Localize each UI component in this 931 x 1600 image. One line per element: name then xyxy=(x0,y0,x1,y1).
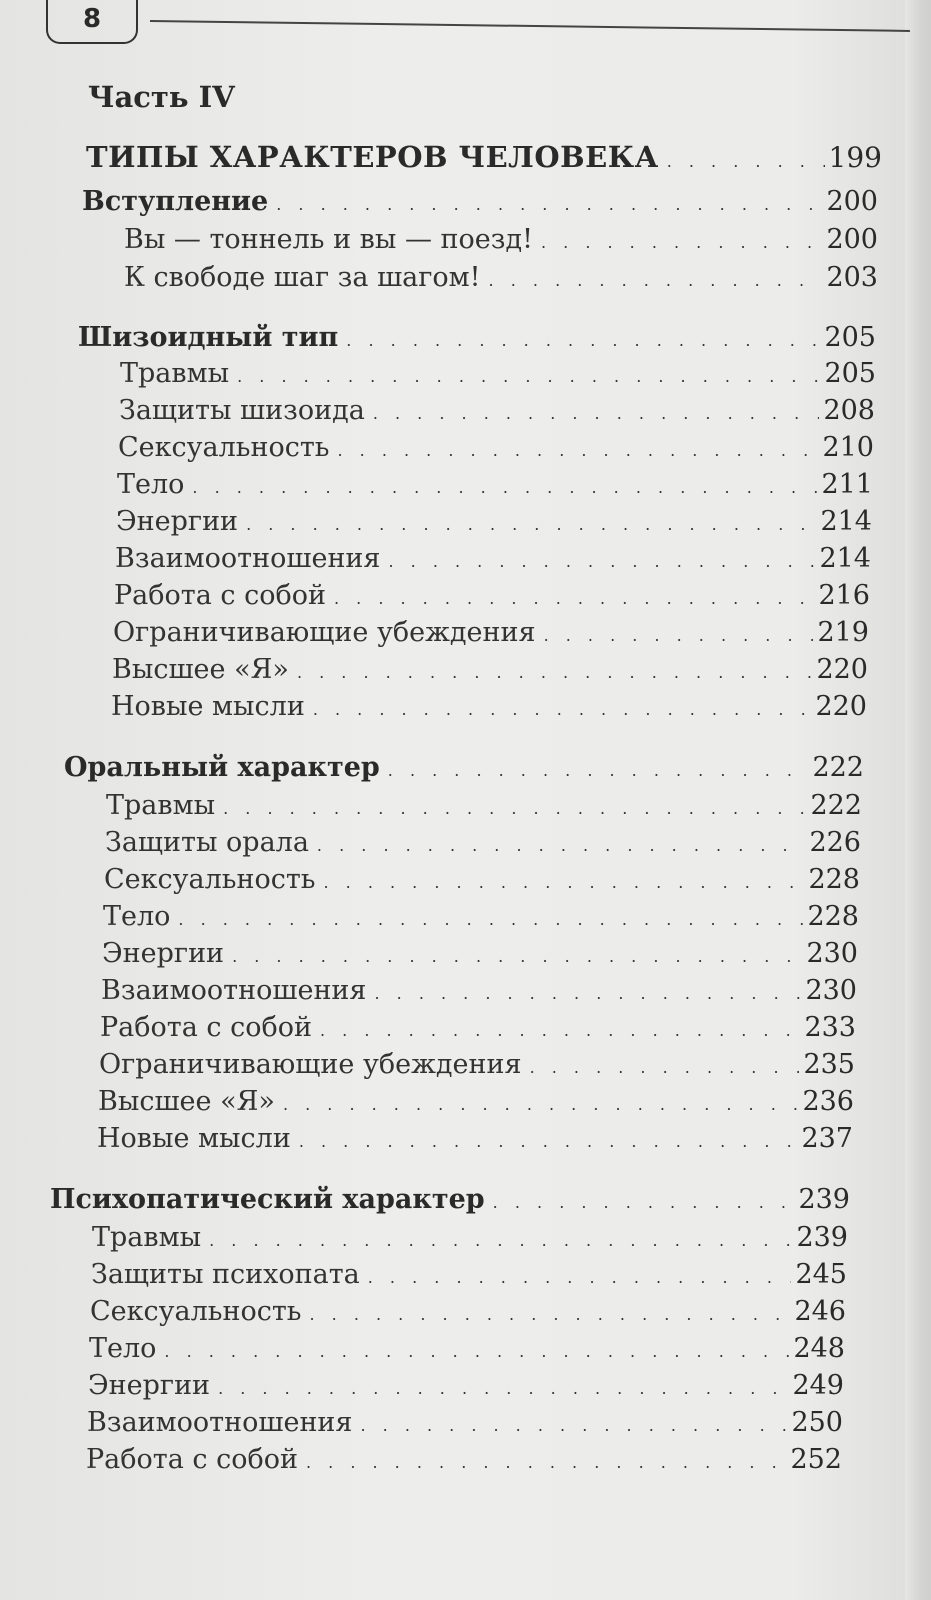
entry-label: Ограничивающие убеждения xyxy=(99,1049,522,1080)
leader-dots xyxy=(323,873,804,892)
entry-label: Работа с собой xyxy=(114,580,326,611)
entry-page: 226 xyxy=(809,827,861,858)
toc-entry[interactable] xyxy=(124,224,878,255)
toc-entry[interactable] xyxy=(114,580,870,611)
leader-dots xyxy=(489,271,823,290)
leader-dots xyxy=(388,552,815,571)
leader-dots xyxy=(320,1021,800,1040)
leader-dots xyxy=(306,1453,786,1472)
toc-section-heading[interactable] xyxy=(82,186,878,217)
toc-entry[interactable] xyxy=(88,1370,844,1401)
section-page: 200 xyxy=(826,186,878,217)
toc-section-heading[interactable] xyxy=(50,1184,850,1215)
toc-entry[interactable] xyxy=(105,827,861,858)
toc-entry[interactable] xyxy=(104,864,860,895)
toc-entry[interactable] xyxy=(87,1407,843,1438)
toc-entry[interactable] xyxy=(92,1222,848,1253)
section-title: Вступление xyxy=(82,186,269,217)
section-title: Психопатический характер xyxy=(50,1184,485,1215)
leader-dots xyxy=(346,331,820,350)
entry-page: 210 xyxy=(822,432,874,463)
entry-page: 245 xyxy=(795,1259,847,1290)
entry-page: 246 xyxy=(794,1296,846,1327)
entry-label: Сексуальность xyxy=(118,432,330,463)
toc-entry[interactable] xyxy=(111,691,867,722)
section-page: 239 xyxy=(798,1184,850,1215)
entry-page: 248 xyxy=(793,1333,845,1364)
leader-dots xyxy=(374,984,801,1003)
entry-label: Новые мысли xyxy=(111,691,305,722)
toc-entry[interactable] xyxy=(103,901,859,932)
entry-page: 219 xyxy=(817,617,869,648)
leader-dots xyxy=(237,367,820,386)
leader-dots xyxy=(667,152,825,171)
leader-dots xyxy=(544,626,814,645)
toc-entry[interactable] xyxy=(102,938,858,969)
entry-label: Работа с собой xyxy=(86,1444,298,1475)
leader-dots xyxy=(360,1416,787,1435)
part-label: Часть IV xyxy=(88,80,235,114)
entry-label: Тело xyxy=(103,901,171,932)
entry-label: Защиты орала xyxy=(105,827,309,858)
entry-page: 230 xyxy=(805,975,857,1006)
entry-page: 235 xyxy=(803,1049,855,1080)
leader-dots xyxy=(223,799,806,818)
entry-page: 237 xyxy=(801,1123,853,1154)
entry-label: Энергии xyxy=(116,506,239,537)
entry-label: Работа с собой xyxy=(100,1012,312,1043)
leader-dots xyxy=(283,1095,799,1114)
entry-label: Вы — тоннель и вы — поезд! xyxy=(124,224,533,255)
entry-page: 236 xyxy=(802,1086,854,1117)
leader-dots xyxy=(530,1058,800,1077)
entry-label: Защиты психопата xyxy=(91,1259,360,1290)
entry-page: 208 xyxy=(823,395,875,426)
entry-page: 230 xyxy=(806,938,858,969)
entry-page: 214 xyxy=(819,543,871,574)
entry-page: 216 xyxy=(818,580,870,611)
entry-label: Защиты шизоида xyxy=(119,395,365,426)
toc-entry[interactable] xyxy=(89,1333,845,1364)
entry-label: Тело xyxy=(89,1333,157,1364)
leader-dots xyxy=(246,515,816,534)
toc-entry[interactable] xyxy=(124,262,878,293)
toc-entry[interactable] xyxy=(112,654,868,685)
entry-page: 222 xyxy=(810,790,862,821)
section-title: Шизоидный тип xyxy=(78,322,339,353)
toc-entry[interactable] xyxy=(106,790,862,821)
entry-label: Сексуальность xyxy=(90,1296,302,1327)
entry-label: Высшее «Я» xyxy=(112,654,289,685)
section-page: 205 xyxy=(824,322,876,353)
leader-dots xyxy=(313,700,812,719)
toc-entry[interactable] xyxy=(91,1259,847,1290)
leader-dots xyxy=(368,1268,792,1287)
entry-label: Энергии xyxy=(88,1370,211,1401)
leader-dots xyxy=(297,663,813,682)
entry-label: Новые мысли xyxy=(97,1123,291,1154)
entry-label: Энергии xyxy=(102,938,225,969)
entry-page: 211 xyxy=(821,469,873,500)
leader-dots xyxy=(164,1342,789,1361)
entry-page: 228 xyxy=(808,864,860,895)
leader-dots xyxy=(209,1231,792,1250)
entry-page: 203 xyxy=(826,262,878,293)
leader-dots xyxy=(541,233,822,252)
entry-page: 233 xyxy=(804,1012,856,1043)
entry-page: 220 xyxy=(816,654,868,685)
toc-entry[interactable] xyxy=(120,358,876,389)
entry-page: 200 xyxy=(826,224,878,255)
page-number: 8 xyxy=(46,0,138,44)
leader-dots xyxy=(317,836,806,855)
toc-section-heading[interactable] xyxy=(64,752,864,783)
entry-page: 205 xyxy=(824,358,876,389)
entry-page: 252 xyxy=(790,1444,842,1475)
leader-dots xyxy=(388,761,809,780)
section-title: Оральный характер xyxy=(64,752,380,783)
leader-dots xyxy=(309,1305,790,1324)
entry-label: Травмы xyxy=(120,358,230,389)
entry-page: 220 xyxy=(815,691,867,722)
toc-entry[interactable] xyxy=(115,543,871,574)
leader-dots xyxy=(218,1379,788,1398)
part-title: ТИПЫ ХАРАКТЕРОВ ЧЕЛОВЕКА xyxy=(86,140,659,174)
toc-entry[interactable] xyxy=(117,469,873,500)
entry-label: Взаимоотношения xyxy=(101,975,367,1006)
leader-dots xyxy=(299,1132,798,1151)
toc-entry[interactable] xyxy=(100,1012,856,1043)
entry-label: Взаимоотношения xyxy=(115,543,381,574)
toc-entry[interactable] xyxy=(99,1049,855,1080)
toc-entry[interactable] xyxy=(119,395,875,426)
toc-section-heading[interactable] xyxy=(78,322,876,353)
entry-label: Травмы xyxy=(92,1222,202,1253)
part-page: 199 xyxy=(828,141,882,174)
entry-page: 239 xyxy=(796,1222,848,1253)
leader-dots xyxy=(276,195,822,214)
entry-page: 249 xyxy=(792,1370,844,1401)
entry-page: 250 xyxy=(791,1407,843,1438)
toc-entry[interactable] xyxy=(90,1296,846,1327)
leader-dots xyxy=(178,910,803,929)
page-edge-shadow xyxy=(905,0,931,1600)
toc-entry[interactable] xyxy=(113,617,869,648)
entry-label: К свободе шаг за шагом! xyxy=(124,262,481,293)
leader-dots xyxy=(192,478,817,497)
entry-label: Сексуальность xyxy=(104,864,316,895)
entry-page: 214 xyxy=(820,506,872,537)
section-page: 222 xyxy=(812,752,864,783)
toc-entry[interactable] xyxy=(116,506,872,537)
entry-label: Высшее «Я» xyxy=(98,1086,275,1117)
leader-dots xyxy=(232,947,802,966)
entry-label: Травмы xyxy=(106,790,216,821)
toc-entry[interactable] xyxy=(98,1086,854,1117)
header-rule xyxy=(150,20,910,32)
entry-label: Тело xyxy=(117,469,185,500)
toc-entry[interactable] xyxy=(118,432,874,463)
entry-label: Взаимоотношения xyxy=(87,1407,353,1438)
toc-entry[interactable] xyxy=(86,1444,842,1475)
entry-page: 228 xyxy=(807,901,859,932)
leader-dots xyxy=(334,589,814,608)
leader-dots xyxy=(493,1193,795,1212)
leader-dots xyxy=(337,441,818,460)
entry-label: Ограничивающие убеждения xyxy=(113,617,536,648)
toc-part-title[interactable] xyxy=(86,140,882,174)
toc-entry[interactable] xyxy=(97,1123,853,1154)
leader-dots xyxy=(373,404,820,423)
toc-entry[interactable] xyxy=(101,975,857,1006)
